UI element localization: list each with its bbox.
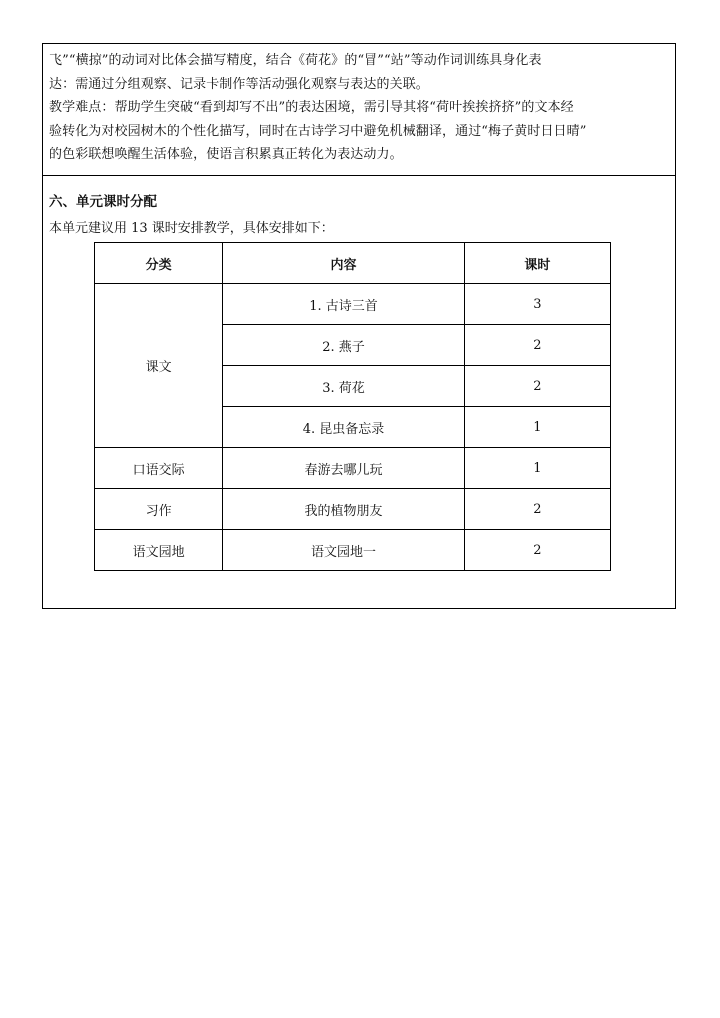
content-cell: 3. 荷花 bbox=[223, 366, 464, 407]
lesson-plan-frame bbox=[42, 43, 676, 609]
paragraph-line: 飞”“横掠”的动词对比体会描写精度，结合《荷花》的“冒”“站”等动作词训练具身化表 bbox=[49, 53, 542, 68]
content-cell: 我的植物朋友 bbox=[223, 489, 464, 530]
table-row bbox=[95, 530, 611, 571]
table-row bbox=[95, 489, 611, 530]
category-cell: 课文 bbox=[95, 284, 223, 448]
header-content: 内容 bbox=[223, 243, 464, 284]
category-cell: 语文园地 bbox=[95, 530, 223, 571]
category-cell: 习作 bbox=[95, 489, 223, 530]
content-cell: 春游去哪儿玩 bbox=[223, 448, 464, 489]
content-cell: 4. 昆虫备忘录 bbox=[223, 407, 464, 448]
table-row bbox=[95, 284, 611, 325]
hours-cell: 1 bbox=[464, 407, 610, 448]
table-header-row bbox=[95, 243, 611, 284]
paragraph-line: 的色彩联想唤醒生活体验，使语言积累真正转化为表达动力。 bbox=[49, 147, 403, 162]
section-intro: 本单元建议用 13 课时安排教学，具体安排如下： bbox=[49, 221, 334, 236]
header-hours: 课时 bbox=[464, 243, 610, 284]
table-row bbox=[95, 448, 611, 489]
section-heading: 六、单元课时分配 bbox=[49, 194, 157, 210]
category-cell: 口语交际 bbox=[95, 448, 223, 489]
teaching-focus-section bbox=[43, 44, 675, 176]
hours-cell: 2 bbox=[464, 366, 610, 407]
hours-cell: 2 bbox=[464, 325, 610, 366]
hours-cell: 3 bbox=[464, 284, 610, 325]
hours-cell: 2 bbox=[464, 530, 610, 571]
content-cell: 语文园地一 bbox=[223, 530, 464, 571]
paragraph-line: 教学难点：帮助学生突破“看到却写不出”的表达困境，需引导其将“荷叶挨挨挤挤”的文本经 bbox=[49, 100, 574, 115]
content-cell: 1. 古诗三首 bbox=[223, 284, 464, 325]
header-category: 分类 bbox=[95, 243, 223, 284]
content-cell: 2. 燕子 bbox=[223, 325, 464, 366]
hours-cell: 2 bbox=[464, 489, 610, 530]
paragraph-line: 达：需通过分组观察、记录卡制作等活动强化观察与表达的关联。 bbox=[49, 76, 429, 92]
hours-cell: 1 bbox=[464, 448, 610, 489]
paragraph-line: 验转化为对校园树木的个性化描写，同时在古诗学习中避免机械翻译，通过“梅子黄时日日晴” bbox=[49, 123, 587, 139]
lesson-hours-table bbox=[94, 242, 611, 571]
